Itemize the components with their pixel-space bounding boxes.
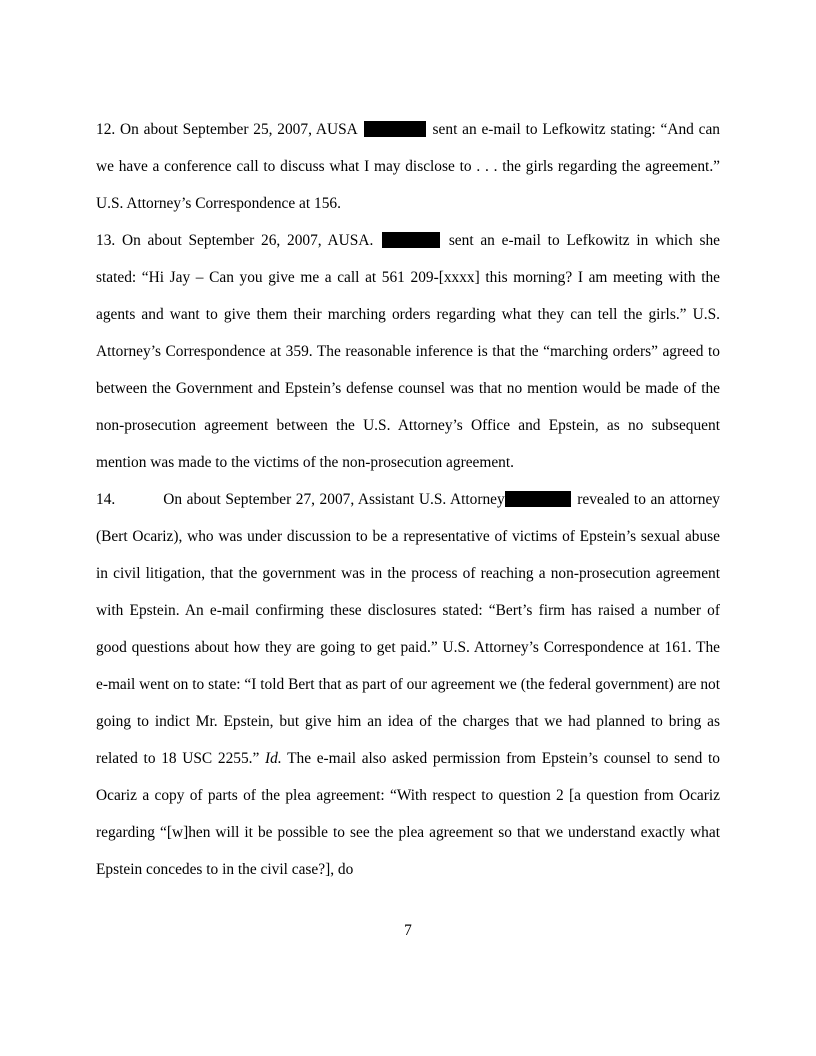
- paragraph-14-number: 14.: [96, 491, 116, 508]
- document-body: [96, 111, 720, 888]
- page-number: 7: [404, 922, 412, 939]
- paragraph-14-text: revealed to an attorney (Bert Ocariz), who was under discussion to be a representative of victims of Epstein’s sexual abuse in civil litigation, that the government was in the process of reaching a non-prosecution agreement with Epstein. An e-mail confirming these disclosures stated: “Bert’s firm has raised a number of good questions about how they are going to get paid.” U.S. Attorney’s Correspondence at 161. The e-mail went on to state: “I told Bert that as part of our agreement we (the federal government) are not going to indict Mr. Epstein, but give him an idea of the charges that we had planned to bring as related to 18 USC 2255.”: [96, 491, 720, 767]
- redaction-box: [364, 121, 426, 137]
- paragraph-13-lead: 13. On about September 26, 2007, AUSA.: [96, 232, 374, 249]
- paragraph-14: [96, 481, 720, 888]
- paragraph-13: [96, 222, 720, 481]
- paragraph-12: [96, 111, 720, 222]
- redaction-box: [505, 491, 515, 507]
- paragraph-13-text: sent an e-mail to Lefkowitz in which she stated: “Hi Jay – Can you give me a call at 561 209-[xxxx] this morning? I am meeting with the agents and want to give them their marching orders regarding what they can tell the girls.” U.S. Attorney’s Correspondence at 359. The reasonable inference is that the “marching orders” agreed to between the Government and Epstein’s defense counsel was that no mention would be made of the non-prosecution agreement between the U.S. Attorney’s Office and Epstein, as no subsequent mention was made to the victims of the non-prosecution agreement.: [96, 232, 720, 471]
- paragraph-12-lead: 12. On about September 25, 2007, AUSA: [96, 121, 357, 138]
- paragraph-12-text: sent an e-mail to Lefkowitz stating: “And can we have a conference call to discuss what I may disclose to . . . the girls regarding the agreement.” U.S. Attorney’s Correspondence at 156.: [96, 121, 720, 212]
- citation-id: Id.: [265, 750, 282, 767]
- paragraph-14-continued: The e-mail also asked permission from Epstein’s counsel to send to Ocariz a copy of parts of the plea agreement: “With respect to question 2 [a question from Ocariz regarding “[w]hen will it be possible to see the plea agreement so that we understand exactly what Epstein concedes to in the civil case?], do: [96, 750, 720, 878]
- paragraph-14-lead: On about September 27, 2007, Assistant U.S. Attorney: [163, 491, 505, 508]
- redaction-box: [382, 232, 440, 248]
- redaction-box: [515, 491, 571, 507]
